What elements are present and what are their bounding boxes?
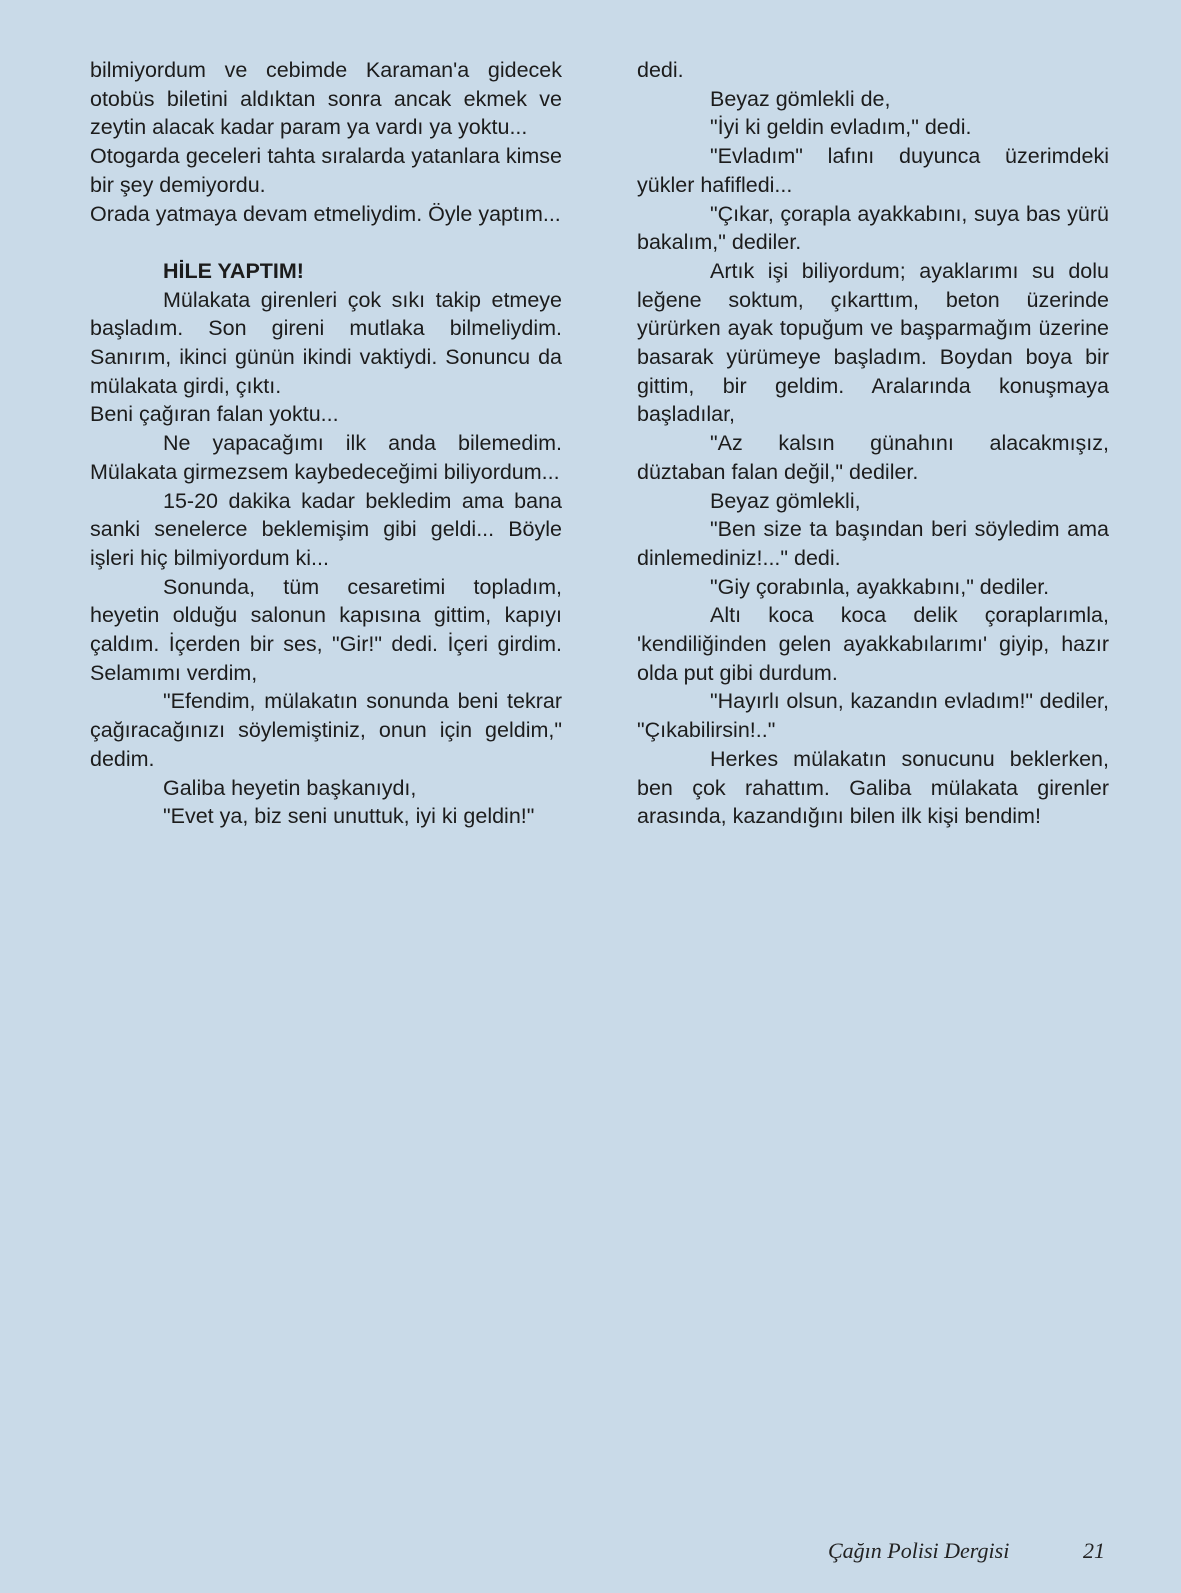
paragraph: Sonunda, tüm cesaretimi topladım, heyetin olduğu salonun kapısına gittim, kapıyı çaldım. İçerden bir ses, "Gir!" dedi. İçeri girdim. Selamımı verdim,	[90, 574, 562, 685]
paragraph: Ne yapacağımı ilk anda bilemedim. Mülakata girmezsem kaybedeceğimi biliyordum...	[90, 431, 562, 484]
paragraph: "Efendim, mülakatın sonunda beni tekrar çağıracağınızı söylemiştiniz, onun için geldim," dedim.	[90, 689, 562, 771]
section-heading: HİLE YAPTIM!	[163, 258, 304, 283]
left-column	[90, 56, 562, 831]
paragraph: "Hayırlı olsun, kazandın evladım!" dediler, "Çıkabilirsin!.."	[637, 689, 1109, 743]
magazine-name: Çağın Polisi Dergisi	[828, 1538, 1010, 1563]
paragraph: Orada yatmaya devam etmeliydim. Öyle yaptım...	[90, 201, 561, 226]
paragraph: "İyi ki geldin evladım," dedi.	[710, 115, 972, 140]
paragraph: Galiba heyetin başkanıydı,	[163, 775, 417, 800]
paragraph: "Az kalsın günahını alacakmışız, düztaban falan değil," dediler.	[637, 431, 1109, 484]
paragraph: Mülakata girenleri çok sıkı takip etmeye başladım. Son gireni mutlaka bilmeliydim. Sanırım, ikinci günün ikindi vaktiydi. Sonuncu da mülakata girdi, çıktı.	[90, 287, 562, 398]
paragraph: Beyaz gömlekli de,	[710, 86, 891, 111]
paragraph: "Giy çorabınla, ayakkabını," dediler.	[710, 574, 1050, 599]
paragraph: Altı koca koca delik çoraplarımla, 'kendiliğinden gelen ayakkabılarımı' giyip, hazır olda put gibi durdum.	[637, 603, 1109, 685]
right-column	[637, 56, 1109, 831]
paragraph: Artık işi biliyordum; ayaklarımı su dolu leğene soktum, çıkarttım, beton üzerinde yürürken ayak topuğum ve başparmağım üzerine basarak yürümeye başladım. Boydan boya bir gittim, bir geldim. Aralarında konuşmaya başladılar,	[637, 258, 1109, 427]
paragraph: dedi.	[637, 58, 684, 82]
paragraph: Herkes mülakatın sonucunu beklerken, ben çok rahattım. Galiba mülakata girenler arasında, kazandığını bilen ilk kişi bendim!	[637, 746, 1109, 829]
paragraph: "Ben size ta başından beri söyledim ama dinlemediniz!..." dedi.	[637, 517, 1109, 570]
paragraph: Otogarda geceleri tahta sıralarda yatanlara kimse bir şey demiyordu.	[90, 144, 562, 197]
paragraph: Beni çağıran falan yoktu...	[90, 402, 339, 427]
paragraph: Beyaz gömlekli,	[710, 488, 861, 513]
paragraph: "Evladım" lafını duyunca üzerimdeki yükler hafifledi...	[637, 144, 1109, 197]
paragraph: "Evet ya, biz seni unuttuk, iyi ki geldin!"	[163, 804, 535, 829]
paragraph: "Çıkar, çorapla ayakkabını, suya bas yürü bakalım," dediler.	[637, 201, 1109, 255]
paragraph: bilmiyordum ve cebimde Karaman'a gidecek otobüs biletini aldıktan sonra ancak ekmek ve zeytin alacak kadar param ya vardı ya yoktu...	[90, 58, 562, 140]
paragraph: 15-20 dakika kadar bekledim ama bana sanki senelerce beklemişim gibi geldi... Böyle işleri hiç bilmiyordum ki...	[90, 488, 562, 570]
page-number: 21	[1083, 1538, 1105, 1563]
